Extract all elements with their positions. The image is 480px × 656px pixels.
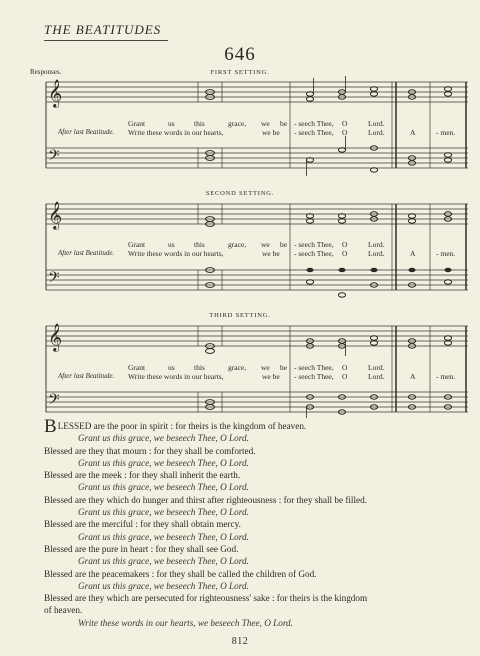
s1-l2-w1: we be	[262, 128, 280, 137]
s2-l2-w6: - men.	[436, 249, 456, 258]
s1-l2-w4: Lord.	[368, 128, 385, 137]
s3-l1-w6: - seech Thee,	[294, 363, 334, 372]
response-line: Grant us this grace, we beseech Thee, O Lord.	[78, 556, 249, 567]
s1-l1-w1: us	[168, 119, 175, 128]
s2-l2-w4: Lord.	[368, 249, 385, 258]
s1-l2-w0: Write these words in our hearts,	[128, 128, 224, 137]
s2-l1-w4: we	[261, 240, 270, 249]
s3-l1-w2: this	[194, 363, 205, 372]
response-line: Grant us this grace, we beseech Thee, O Lord.	[78, 531, 249, 542]
s2-l1-w0: Grant	[128, 240, 146, 249]
s2-l2-w3: O	[342, 249, 348, 258]
verse-continuation: of heaven.	[44, 605, 83, 616]
verse-line: Blessed are the merciful : for they shall obtain mercy.	[44, 519, 241, 530]
verse-line: Blessed are the meek : for they shall inherit the earth.	[44, 470, 241, 481]
beatitudes-text	[44, 416, 474, 629]
response-line-final: Write these words in our hearts, we beseech Thee, O Lord.	[78, 617, 293, 628]
s1-l1-w7: O	[342, 119, 348, 128]
s1-l1-w4: we	[261, 119, 270, 128]
s2-l2-w1: we be	[262, 249, 280, 258]
s3-l1-w1: us	[168, 363, 175, 372]
s2-l1-w1: us	[168, 240, 175, 249]
svg-text:𝄢: 𝄢	[48, 147, 60, 168]
verse-line: Blessed are they which do hunger and thirst after righteousness : for they shall be filled.	[44, 494, 368, 505]
drop-cap: B	[44, 416, 57, 437]
header-rule	[44, 40, 168, 41]
s3-l1-w5: be	[280, 363, 288, 372]
s1-l2-w3: O	[342, 128, 348, 137]
response-line: Grant us this grace, we beseech Thee, O Lord.	[78, 507, 249, 518]
running-head: THE BEATITUDES	[44, 22, 162, 37]
s3-l2-w6: - men.	[436, 372, 456, 381]
after-label-second: After last Beatitude.	[58, 249, 115, 257]
s3-l1-w8: Lord.	[368, 363, 385, 372]
s3-l2-w2: - seech Thee,	[294, 372, 334, 381]
responses-label: Responses.	[30, 68, 62, 76]
s2-l1-w5: be	[280, 240, 288, 249]
s1-l1-w0: Grant	[128, 119, 146, 128]
verse-line: Blessed are they which are persecuted for righteousness' sake : for theirs is the kingdom	[44, 593, 368, 604]
response-line: Grant us this grace, we beseech Thee, O Lord.	[78, 580, 249, 591]
response-line: Grant us this grace, we beseech Thee, O Lord.	[78, 457, 249, 468]
svg-text:𝄞: 𝄞	[48, 79, 63, 107]
s2-l1-w6: - seech Thee,	[294, 240, 334, 249]
after-label-first: After last Beatitude.	[58, 128, 115, 136]
after-label-third: After last Beatitude.	[58, 372, 115, 380]
s2-l2-w2: - seech Thee,	[294, 249, 334, 258]
s1-l1-w6: - seech Thee,	[294, 119, 334, 128]
s1-l2-w2: - seech Thee,	[294, 128, 334, 137]
s2-l2-w5: A	[410, 249, 416, 258]
s2-l1-w2: this	[194, 240, 205, 249]
svg-text:𝄞: 𝄞	[48, 323, 63, 351]
s3-l2-w5: A	[410, 372, 416, 381]
s3-l2-w1: we be	[262, 372, 280, 381]
s2-l1-w8: Lord.	[368, 240, 385, 249]
svg-text:𝄢: 𝄢	[48, 391, 60, 412]
verse-line: Blessed are the pure in heart : for they shall see God.	[44, 543, 239, 554]
verse-line: Blessed are the peacemakers : for they shall be called the children of God.	[44, 568, 317, 579]
s3-l1-w4: we	[261, 363, 270, 372]
s3-l1-w3: grace,	[228, 363, 247, 372]
setting-title-second: SECOND SETTING.	[205, 190, 275, 197]
setting-title-third: THIRD SETTING.	[209, 312, 271, 319]
page-number: 812	[231, 636, 249, 647]
s1-l2-w5: A	[410, 128, 416, 137]
hymn-number: 646	[224, 44, 256, 65]
svg-text:𝄢: 𝄢	[48, 269, 60, 290]
response-line: Grant us this grace, we beseech Thee, O Lord.	[78, 433, 249, 444]
s1-l1-w3: grace,	[228, 119, 247, 128]
s1-l2-w6: - men.	[436, 128, 456, 137]
s1-l1-w2: this	[194, 119, 205, 128]
response-line: Grant us this grace, we beseech Thee, O Lord.	[78, 482, 249, 493]
setting-title-first: FIRST SETTING.	[210, 69, 270, 76]
verse-line: BLESSED are the poor in spirit : for theirs is the kingdom of heaven.	[44, 416, 307, 437]
s3-l2-w0: Write these words in our hearts,	[128, 372, 224, 381]
s2-l2-w0: Write these words in our hearts,	[128, 249, 224, 258]
s2-l1-w3: grace,	[228, 240, 247, 249]
s3-l2-w4: Lord.	[368, 372, 385, 381]
s1-l1-w5: be	[280, 119, 288, 128]
svg-text:𝄞: 𝄞	[48, 201, 63, 229]
verse-line: Blessed are they that mourn : for they shall be comforted.	[44, 445, 256, 456]
s2-l1-w7: O	[342, 240, 348, 249]
s3-l1-w7: O	[342, 363, 348, 372]
s1-l1-w8: Lord.	[368, 119, 385, 128]
s3-l1-w0: Grant	[128, 363, 146, 372]
s3-l2-w3: O	[342, 372, 348, 381]
